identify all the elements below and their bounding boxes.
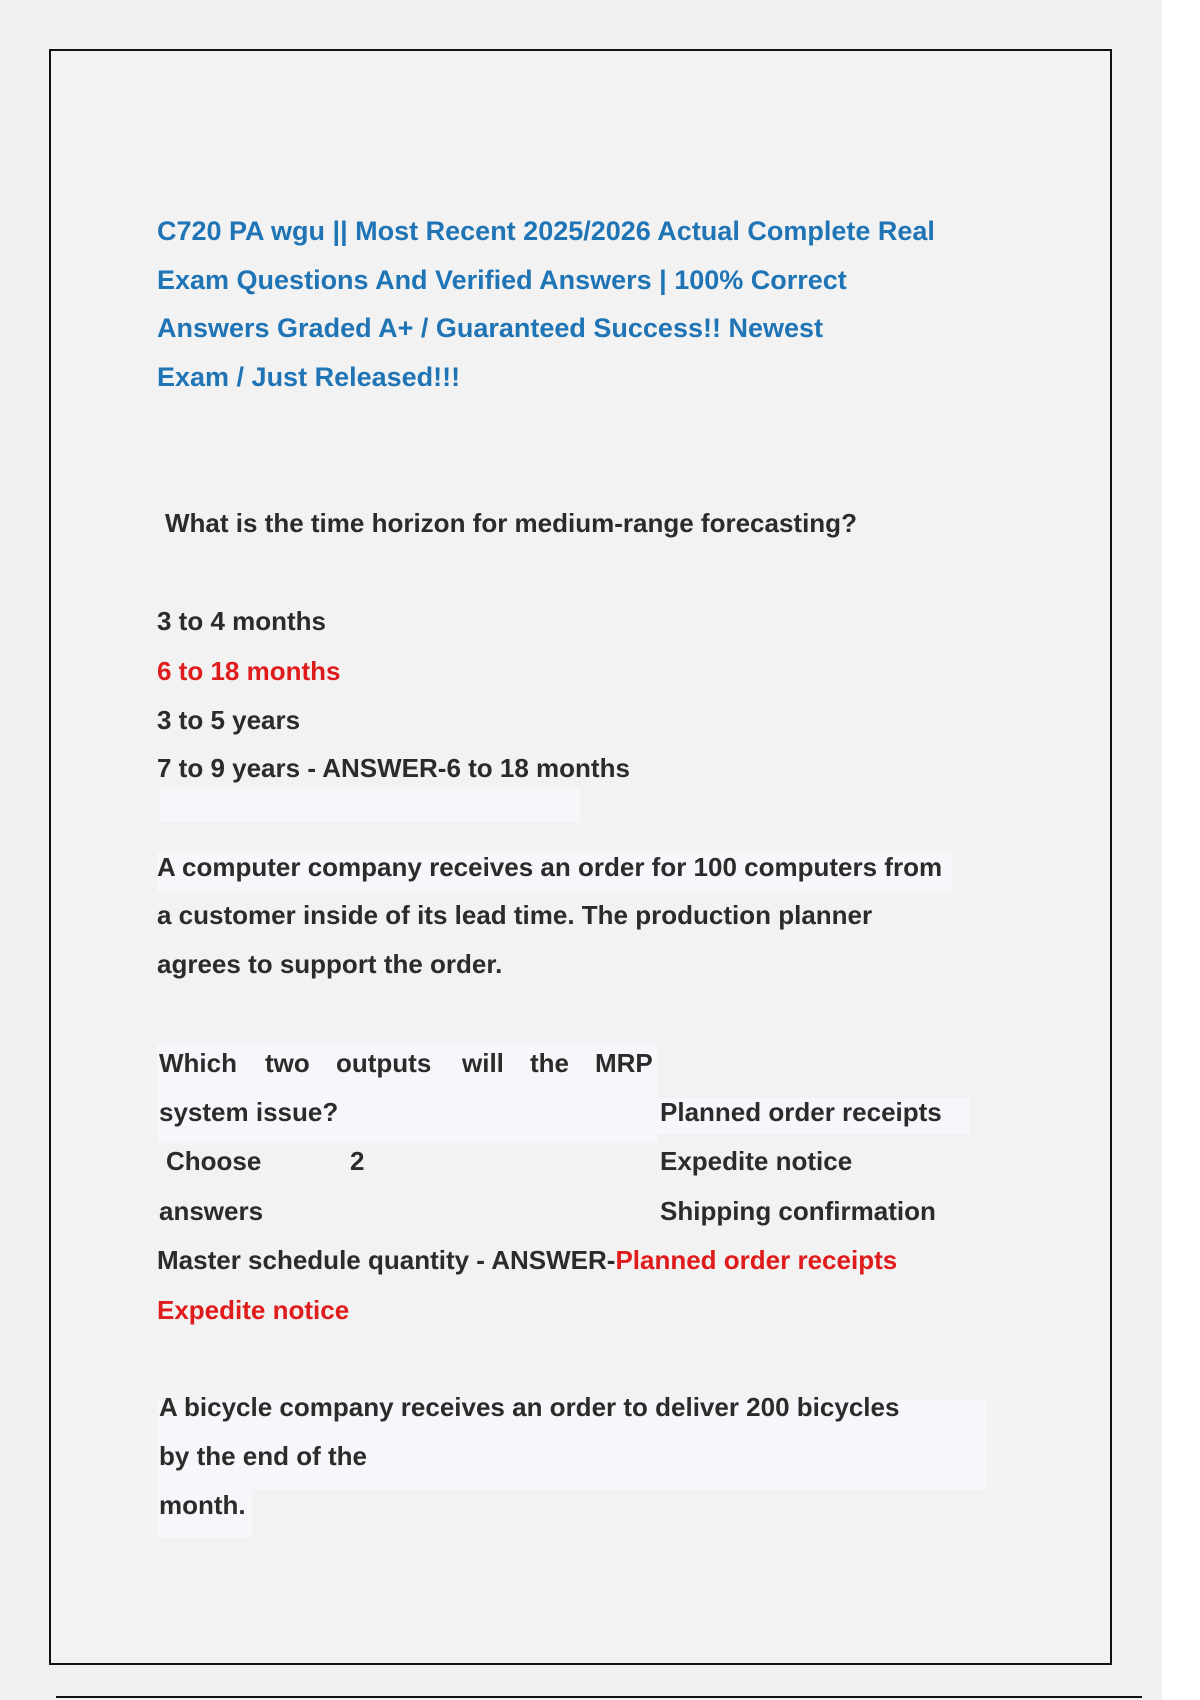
q2-option-expedite-notice: Expedite notice xyxy=(660,1146,853,1176)
q2-choose-word: Choose xyxy=(166,1146,262,1176)
q2-prompt-word: the xyxy=(530,1048,569,1078)
q2-prompt-word: MRP xyxy=(595,1048,653,1078)
q2-answer-1: Planned order receipts xyxy=(615,1245,898,1275)
q2-prompt-word: Which xyxy=(159,1048,237,1078)
q3-stem-line: A bicycle company receives an order to deliver 200 bicycles xyxy=(159,1392,900,1422)
q2-answers-word: answers xyxy=(159,1196,264,1226)
q2-answer-line xyxy=(157,1245,897,1275)
bottom-rule xyxy=(56,1696,1142,1698)
q2-stem-line: agrees to support the order. xyxy=(157,949,503,979)
q1-option-2-correct: 6 to 18 months xyxy=(157,656,341,686)
title-line: Exam Questions And Verified Answers | 100% Correct xyxy=(157,264,847,295)
right-gutter xyxy=(1162,0,1200,1700)
title-line: Answers Graded A+ / Guaranteed Success!! Newest xyxy=(157,313,823,343)
document-title xyxy=(157,207,1017,401)
q2-option-planned-order-receipts: Planned order receipts xyxy=(660,1097,942,1127)
q2-prompt-word: outputs xyxy=(336,1048,432,1078)
q1-option-1: 3 to 4 months xyxy=(157,606,327,636)
q2-stem-line: a customer inside of its lead time. The production planner xyxy=(157,900,873,930)
q2-prompt-line2: system issue? xyxy=(159,1097,339,1127)
q2-prompt-word: two xyxy=(265,1048,310,1078)
q2-last-option-prefix: Master schedule quantity - ANSWER- xyxy=(157,1245,616,1275)
q2-prompt-word: will xyxy=(462,1048,504,1078)
q2-answer-2: Expedite notice xyxy=(157,1295,350,1325)
q3-stem-line: by the end of the xyxy=(159,1441,367,1471)
highlight-block xyxy=(160,788,580,822)
q2-option-shipping-confirmation: Shipping confirmation xyxy=(660,1196,936,1226)
question-1: What is the time horizon for medium-range forecasting? xyxy=(165,508,857,538)
title-line: Exam / Just Released!!! xyxy=(157,361,461,392)
title-line: C720 PA wgu || Most Recent 2025/2026 Actual Complete Real xyxy=(157,216,935,246)
q1-option-4-answer: 7 to 9 years - ANSWER-6 to 18 months xyxy=(157,753,630,783)
q2-stem-line: A computer company receives an order for 100 computers from xyxy=(157,852,943,882)
q2-choose-number: 2 xyxy=(350,1146,365,1176)
q1-option-3: 3 to 5 years xyxy=(157,705,301,735)
q3-stem-line: month. xyxy=(159,1490,246,1520)
